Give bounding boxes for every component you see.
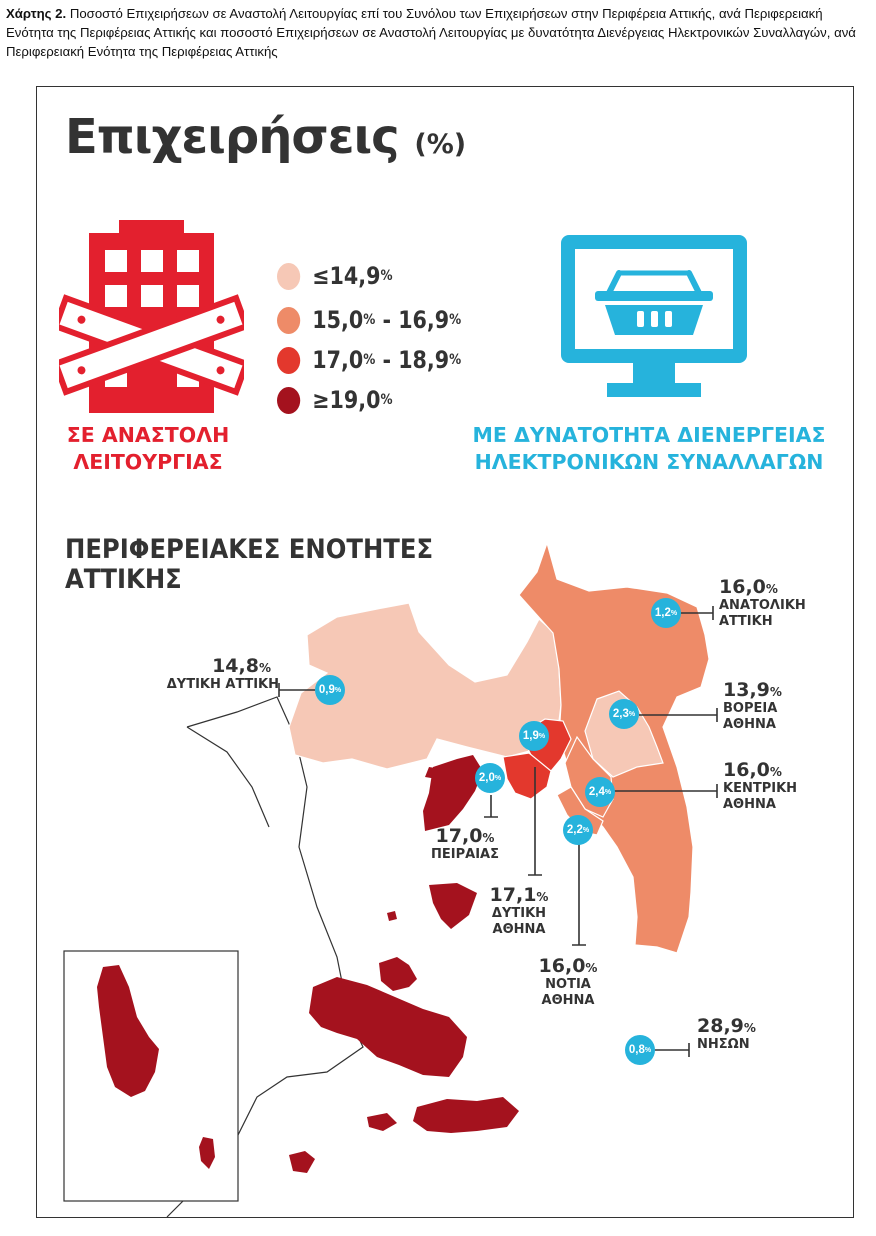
ecommerce-label-line2: ΗΛΕΚΤΡΟΝΙΚΩΝ ΣΥΝΑΛΛΑΓΩΝ [474, 450, 824, 474]
legend-value: ≥19,0 [312, 386, 381, 414]
bubble-value: 2,0 [478, 772, 495, 784]
legend-unit: % [380, 268, 393, 284]
unit: % [628, 710, 636, 718]
unit: % [258, 661, 271, 675]
legend-separator: - [375, 346, 399, 374]
unit: % [604, 788, 612, 796]
unit: % [334, 686, 342, 694]
unit: % [494, 774, 502, 782]
region-nison-mainland [309, 977, 467, 1077]
region-pct: 14,8 [212, 655, 259, 677]
ecommerce-bubble-anatoliki [651, 598, 681, 628]
unit: % [482, 831, 495, 845]
region-pct: 17,1 [489, 884, 537, 906]
ecommerce-label-line1: ΜΕ ΔΥΝΑΤΟΤΗΤΑ ΔΙΕΝΕΡΓΕΙΑΣ [472, 423, 826, 447]
legend-unit: % [363, 312, 376, 328]
bubble-value: 2,4 [588, 786, 605, 798]
ecommerce-bubble-kentriki [585, 777, 615, 807]
unit: % [538, 732, 546, 740]
region-name: ΑΝΑΤΟΛΙΚΗ [719, 598, 806, 613]
infographic-frame [36, 86, 854, 1218]
caption-label: Χάρτης 2. [6, 6, 67, 21]
region-name: ΝΗΣΩΝ [697, 1037, 750, 1052]
legend-value: 17,0 [312, 346, 364, 374]
legend-unit: % [380, 392, 393, 408]
legend-unit: % [363, 352, 376, 368]
legend-unit: % [449, 352, 462, 368]
region-name: ΠΕΙΡΑΙΑΣ [431, 847, 499, 862]
region-name: ΒΟΡΕΙΑ [723, 701, 778, 716]
label-dytiki-attiki [161, 655, 279, 693]
title-text: Επιχειρήσεις [65, 109, 399, 165]
label-nison [697, 1015, 756, 1053]
ecommerce-bubble-peiraias [475, 763, 505, 793]
unit: % [585, 961, 598, 975]
unit: % [765, 582, 778, 596]
bubble-value: 0,8 [628, 1044, 645, 1056]
region-name: ΔΥΤΙΚΗ ΑΤΤΙΚΗ [166, 677, 279, 692]
label-kentriki [723, 759, 797, 813]
island-spetses [289, 1151, 315, 1173]
unit: % [582, 826, 590, 834]
label-notia [537, 955, 599, 1009]
ecommerce-bubble-dytiki-athina [519, 721, 549, 751]
ecommerce-bubble-nison [625, 1035, 655, 1065]
section-title-line1: ΠΕΡΙΦΕΡΕΙΑΚΕΣ ΕΝΟΤΗΤΕΣ [65, 534, 434, 565]
region-name: ΑΘΗΝΑ [492, 922, 546, 937]
island-hydra [413, 1097, 519, 1133]
region-name: ΑΤΤΙΚΗ [719, 614, 773, 629]
region-pct: 28,9 [697, 1015, 744, 1037]
islet [387, 911, 397, 921]
legend-value: 16,9 [398, 306, 450, 334]
ecommerce-bubble-voreia [609, 699, 639, 729]
legend-value: 15,0 [312, 306, 364, 334]
bubble-value: 2,2 [566, 824, 583, 836]
label-peiraias [425, 825, 505, 863]
region-name: ΑΘΗΝΑ [723, 797, 776, 812]
region-pct: 17,0 [435, 825, 483, 847]
region-name: ΔΥΤΙΚΗ [491, 906, 547, 921]
label-anatoliki [719, 576, 806, 630]
island-salamina [423, 755, 483, 831]
region-pct: 13,9 [723, 679, 770, 701]
island-dokos [367, 1113, 397, 1131]
region-name: ΚΕΝΤΡΙΚΗ [723, 781, 798, 796]
ecommerce-bubble-notia [563, 815, 593, 845]
unit: % [769, 685, 782, 699]
bubble-value: 1,2 [654, 607, 671, 619]
region-pct: 16,0 [719, 576, 766, 598]
bubble-value: 1,9 [522, 730, 539, 742]
unit: % [644, 1046, 652, 1054]
unit: % [743, 1021, 756, 1035]
legend-value: ≤14,9 [312, 262, 381, 290]
bubble-value: 2,3 [612, 708, 629, 720]
label-voreia [723, 679, 782, 733]
caption-text: Ποσοστό Επιχειρήσεων σε Αναστολή Λειτουργίας επί του Συνόλου των Επιχειρήσεων στην Περιφέρεια Αττικής, ανά Περιφερειακή Ενότητα της Περιφέρειας Αττικής και ποσοστό Επιχειρήσεων σε Αναστολή Λειτουργίας με δυνατότητα Διενέργειας Ηλεκτρονικών Συναλλαγών, ανά Περιφερειακή Ενότητα της Περιφέρειας Αττικής [6, 6, 856, 59]
bubble-value: 0,9 [318, 684, 335, 696]
region-name: ΑΘΗΝΑ [723, 717, 776, 732]
title-unit: (%) [414, 129, 467, 160]
ecommerce-bubble-dytiki-attiki [315, 675, 345, 705]
island-poros [379, 957, 417, 991]
region-pct: 16,0 [723, 759, 770, 781]
region-name: ΝΟΤΙΑ [545, 977, 591, 992]
section-title-line2: ΑΤΤΙΚΗΣ [65, 564, 182, 595]
figure-caption [6, 4, 868, 61]
legend-separator: - [375, 306, 399, 334]
island-aegina [429, 883, 477, 929]
region-pct: 16,0 [538, 955, 586, 977]
unit: % [670, 609, 678, 617]
suspended-label-line1: ΣΕ ΑΝΑΣΤΟΛΗ [66, 423, 230, 447]
unit: % [769, 765, 782, 779]
unit: % [536, 890, 549, 904]
region-name: ΑΘΗΝΑ [541, 993, 595, 1008]
label-dytiki-athina [489, 884, 549, 938]
legend-value: 18,9 [398, 346, 450, 374]
suspended-label-line2: ΛΕΙΤΟΥΡΓΙΑΣ [73, 450, 223, 474]
legend-unit: % [449, 312, 462, 328]
